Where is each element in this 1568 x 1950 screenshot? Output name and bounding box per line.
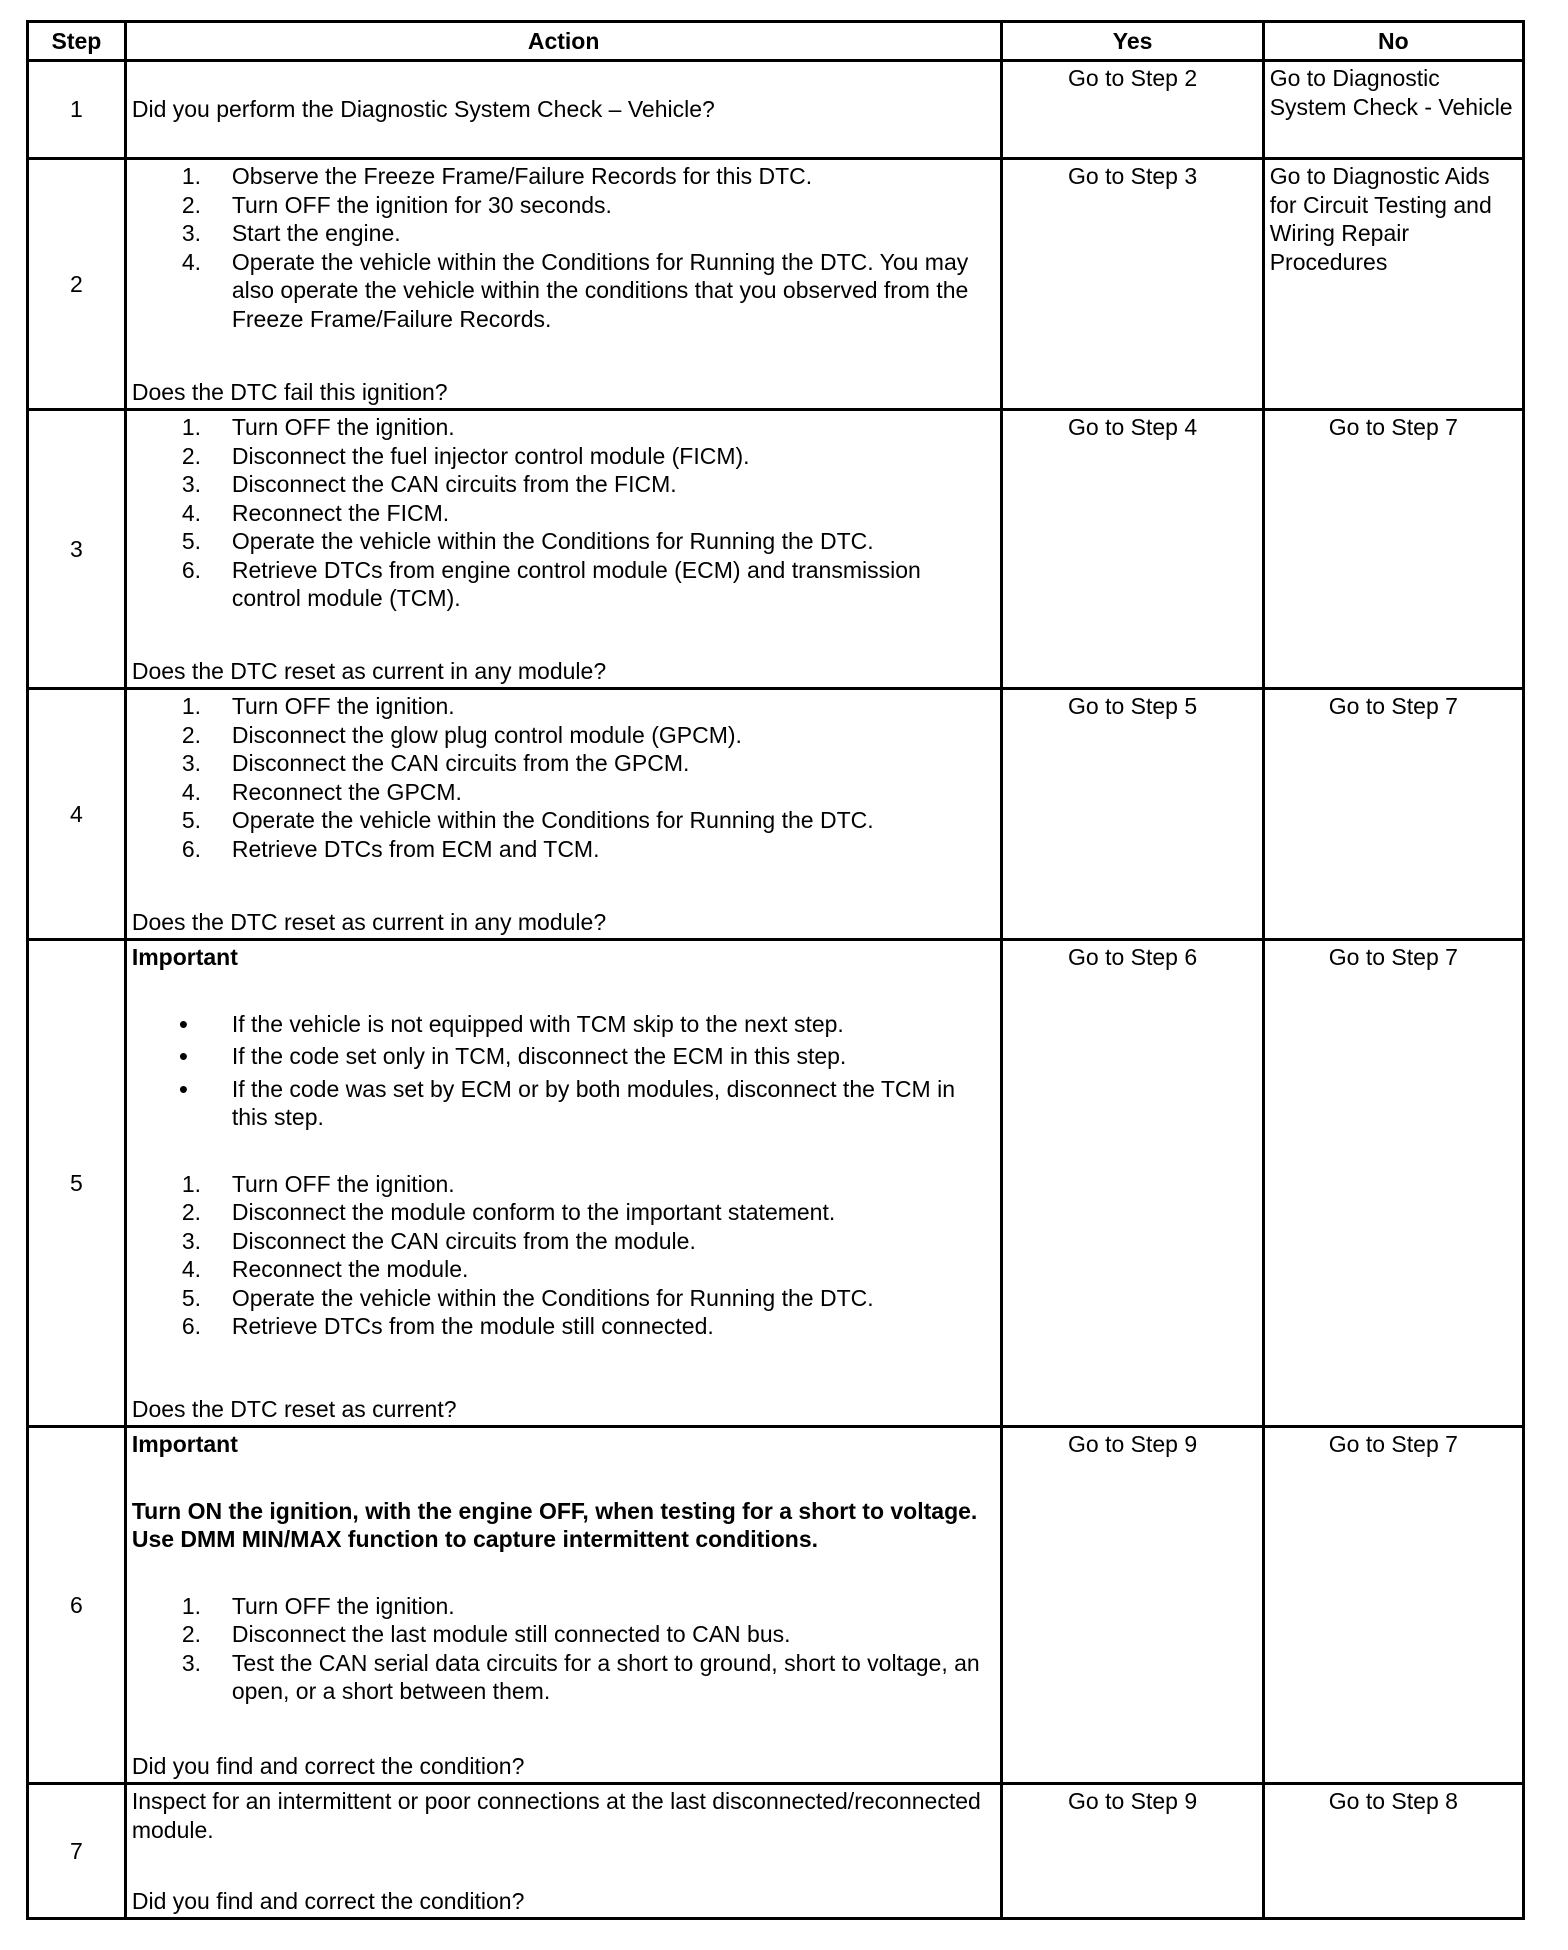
note-list — [132, 1010, 996, 1132]
step-number: 7 — [28, 1784, 126, 1919]
list-item: 3. Disconnect the CAN circuits from the FICM. — [181, 471, 677, 497]
step-number: 5 — [28, 940, 126, 1427]
question-text: Did you find and correct the condition? — [131, 1887, 525, 1914]
step-number: 6 — [28, 1427, 126, 1784]
yes-cell: Go to Step 9 — [1002, 1784, 1263, 1919]
important-label: Important — [131, 944, 238, 970]
instruction-list — [132, 1170, 996, 1341]
list-item: 5. Operate the vehicle within the Conditions for Running the DTC. — [181, 1284, 874, 1311]
question-text: Did you perform the Diagnostic System Check – Vehicle? — [131, 96, 715, 123]
list-item: 1. Turn OFF the ignition. — [181, 693, 455, 719]
no-cell: Go to Diagnostic System Check - Vehicle — [1263, 61, 1523, 159]
header-no: No — [1263, 22, 1523, 61]
yes-cell: Go to Step 6 — [1002, 940, 1263, 1427]
action-cell — [125, 689, 1002, 940]
table-row — [28, 940, 1524, 1427]
list-item: 5. Operate the vehicle within the Conditions for Running the DTC. — [181, 807, 874, 833]
list-item: 2. Turn OFF the ignition for 30 seconds. — [181, 191, 612, 218]
instruction-list — [132, 692, 996, 863]
list-item: 3. Start the engine. — [181, 220, 401, 246]
warning-text: Turn ON the ignition, with the engine OFF, when testing for a short to voltage. Use DMM MIN/MAX function to capture intermittent conditions. — [131, 1497, 978, 1552]
list-item: 6. Retrieve DTCs from engine control module (ECM) and transmission control module (TCM). — [181, 556, 921, 611]
list-item: 2. Disconnect the last module still connected to CAN bus. — [181, 1621, 791, 1647]
no-cell: Go to Step 7 — [1263, 689, 1523, 940]
instruction-list — [132, 1592, 996, 1706]
table-row — [28, 1427, 1524, 1784]
header-step: Step — [28, 22, 126, 61]
yes-cell: Go to Step 3 — [1002, 159, 1263, 410]
list-item: 6. Retrieve DTCs from the module still connected. — [181, 1313, 714, 1339]
header-yes: Yes — [1002, 22, 1263, 61]
yes-cell: Go to Step 2 — [1002, 61, 1263, 159]
header-row — [28, 22, 1524, 61]
list-item: • If the code was set by ECM or by both modules, disconnect the TCM in this step. — [132, 1075, 996, 1132]
yes-cell: Go to Step 5 — [1002, 689, 1263, 940]
list-item: 1. Turn OFF the ignition. — [181, 414, 455, 440]
important-label: Important — [131, 1431, 238, 1457]
list-item: 3. Disconnect the CAN circuits from the GPCM. — [181, 750, 690, 776]
list-item: 2. Disconnect the fuel injector control module (FICM). — [181, 442, 750, 469]
question-text: Did you find and correct the condition? — [131, 1752, 525, 1779]
action-cell — [125, 1784, 1002, 1919]
question-text: Does the DTC reset as current? — [131, 1395, 457, 1422]
list-item: 4. Reconnect the GPCM. — [181, 778, 462, 805]
list-item: 1. Turn OFF the ignition. — [181, 1592, 455, 1619]
step-number: 2 — [28, 159, 126, 410]
step-number: 3 — [28, 410, 126, 689]
step-number: 4 — [28, 689, 126, 940]
list-item: 5. Operate the vehicle within the Conditions for Running the DTC. — [181, 528, 874, 554]
list-item: 4. Reconnect the module. — [181, 1256, 469, 1282]
question-text: Does the DTC reset as current in any module? — [131, 657, 607, 684]
header-action: Action — [125, 22, 1002, 61]
table-row — [28, 61, 1524, 159]
action-cell — [125, 410, 1002, 689]
list-item: 6. Retrieve DTCs from ECM and TCM. — [181, 835, 600, 862]
list-item: • If the code set only in TCM, disconnect the ECM in this step. — [132, 1042, 996, 1071]
action-cell — [125, 61, 1002, 159]
no-cell: Go to Diagnostic Aids for Circuit Testing and Wiring Repair Procedures — [1263, 159, 1523, 410]
diagnostic-table — [26, 20, 1525, 1920]
list-item: 3. Disconnect the CAN circuits from the module. — [181, 1227, 696, 1254]
action-cell — [125, 940, 1002, 1427]
table-row — [28, 159, 1524, 410]
question-text: Does the DTC fail this ignition? — [131, 378, 448, 405]
instruction-list — [132, 413, 996, 613]
action-cell — [125, 1427, 1002, 1784]
list-item: 3. Test the CAN serial data circuits for a short to ground, short to voltage, an open, or a short between them. — [181, 1649, 980, 1704]
table-row — [28, 410, 1524, 689]
yes-cell: Go to Step 4 — [1002, 410, 1263, 689]
no-cell: Go to Step 7 — [1263, 1427, 1523, 1784]
list-item: • If the vehicle is not equipped with TCM skip to the next step. — [132, 1010, 996, 1039]
list-item: 4. Operate the vehicle within the Conditions for Running the DTC. You may also operate the vehicle within the conditions that you observed from the Freeze Frame/Failure Records. — [181, 248, 969, 332]
step-number: 1 — [28, 61, 126, 159]
list-item: 4. Reconnect the FICM. — [181, 499, 450, 526]
question-text: Does the DTC reset as current in any module? — [131, 908, 607, 935]
yes-cell: Go to Step 9 — [1002, 1427, 1263, 1784]
no-cell: Go to Step 8 — [1263, 1784, 1523, 1919]
table-row — [28, 689, 1524, 940]
instruction-list — [132, 162, 996, 333]
action-cell — [125, 159, 1002, 410]
list-item: 2. Disconnect the module conform to the important statement. — [181, 1199, 836, 1225]
no-cell: Go to Step 7 — [1263, 410, 1523, 689]
no-cell: Go to Step 7 — [1263, 940, 1523, 1427]
list-item: 2. Disconnect the glow plug control module (GPCM). — [181, 721, 742, 748]
list-item: 1. Turn OFF the ignition. — [181, 1170, 455, 1197]
inspection-text: Inspect for an intermittent or poor connections at the last disconnected/reconnected module. — [131, 1788, 981, 1843]
list-item: 1. Observe the Freeze Frame/Failure Records for this DTC. — [181, 163, 813, 189]
table-row — [28, 1784, 1524, 1919]
